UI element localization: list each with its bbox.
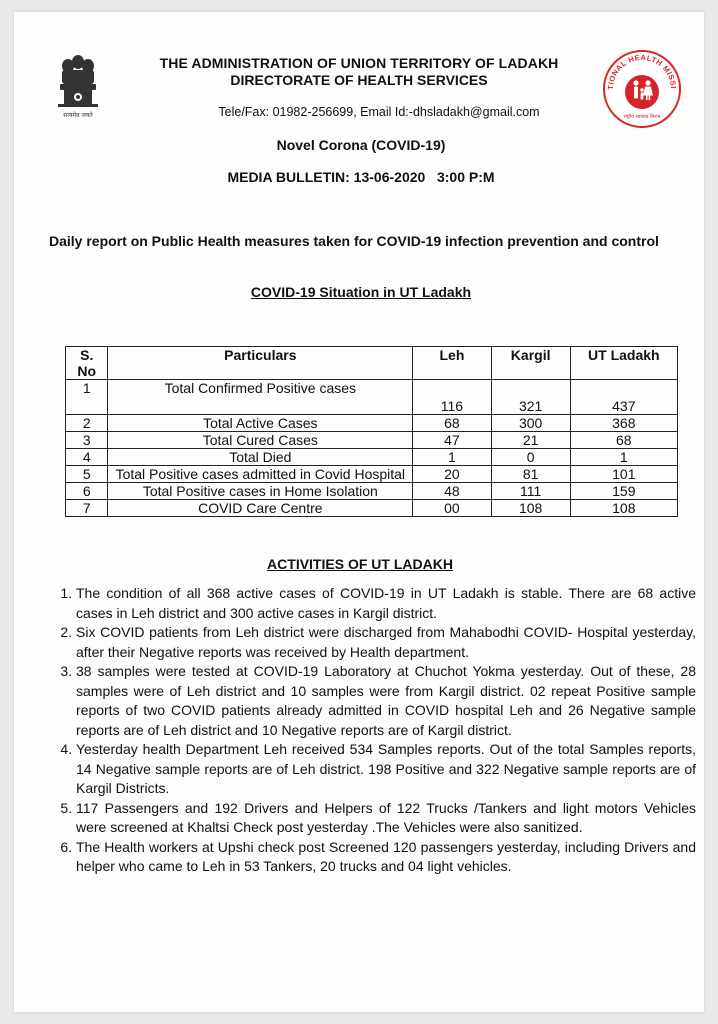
table-row xyxy=(66,466,678,483)
table-row xyxy=(66,483,678,500)
table-cell-leh: 116 xyxy=(413,380,491,415)
column-header-particulars: Particulars xyxy=(108,347,413,380)
emblem-motto: सत्यमेव जयते xyxy=(63,112,93,119)
table-row xyxy=(66,415,678,432)
table-cell-kargil: 108 xyxy=(491,500,570,517)
table-cell-particulars: Total Died xyxy=(108,449,413,466)
table-row xyxy=(66,432,678,449)
table-cell-kargil: 300 xyxy=(491,415,570,432)
table-cell-sno: 5 xyxy=(66,466,108,483)
activities-heading: ACTIVITIES OF UT LADAKH xyxy=(267,556,453,572)
table-cell-particulars: Total Positive cases admitted in Covid Hospital xyxy=(108,466,413,483)
table-cell-particulars: COVID Care Centre xyxy=(108,500,413,517)
org-title-line1: THE ADMINISTRATION OF UNION TERRITORY OF LADAKH xyxy=(159,55,559,71)
table-cell-leh: 47 xyxy=(413,432,491,449)
nhm-logo-subtext: राष्ट्रीय स्वास्थ्य मिशन xyxy=(623,114,661,120)
table-row xyxy=(66,449,678,466)
activities-list xyxy=(54,584,696,877)
list-item: 2. Six COVID patients from Leh district were discharged from Mahabodhi COVID- Hospital yesterday, after their Negative reports was received by Health department. xyxy=(76,623,696,662)
table-cell-sno: 1 xyxy=(66,380,108,415)
list-item: 4. Yesterday health Department Leh received 534 Samples reports. Out of the total Samples reports, 14 Negative sample reports are of Leh district. 198 Positive and 322 Negative sample reports are of Kargil Districts. xyxy=(76,740,696,799)
table-cell-sno: 4 xyxy=(66,449,108,466)
table-cell-leh: 68 xyxy=(413,415,491,432)
table-cell-leh: 20 xyxy=(413,466,491,483)
table-cell-sno: 6 xyxy=(66,483,108,500)
table-cell-particulars: Total Confirmed Positive cases xyxy=(108,380,413,415)
table-cell-ut-ladakh: 68 xyxy=(570,432,677,449)
situation-heading: COVID-19 Situation in UT Ladakh xyxy=(250,284,472,300)
column-header-ut-ladakh: UT Ladakh xyxy=(570,347,677,380)
table-row xyxy=(66,500,678,517)
situation-table xyxy=(65,346,678,517)
table-cell-ut-ladakh: 437 xyxy=(570,380,677,415)
table-cell-ut-ladakh: 101 xyxy=(570,466,677,483)
table-cell-kargil: 321 xyxy=(491,380,570,415)
list-item: 5. 117 Passengers and 192 Drivers and Helpers of 122 Trucks /Tankers and light motors Vehicles were screened at Khaltsi Check post yesterday .The Vehicles were also sanitized. xyxy=(76,799,696,838)
column-header-kargil: Kargil xyxy=(491,347,570,380)
contact-info: Tele/Fax: 01982-256699, Email Id:-dhsladakh@gmail.com xyxy=(218,105,540,119)
table-cell-sno: 3 xyxy=(66,432,108,449)
org-title-line2: DIRECTORATE OF HEALTH SERVICES xyxy=(230,72,488,88)
column-header-sno: S. No xyxy=(66,347,108,380)
table-cell-kargil: 21 xyxy=(491,432,570,449)
bulletin-date: MEDIA BULLETIN: 13-06-2020 3:00 P:M xyxy=(227,169,495,185)
list-item: 6. The Health workers at Upshi check post Screened 120 passengers yesterday, including Drivers and helper who came to Leh in 53 Tankers, 20 trucks and 04 light vehicles. xyxy=(76,838,696,877)
column-header-leh: Leh xyxy=(413,347,491,380)
table-header-row xyxy=(66,347,678,380)
table-cell-leh: 00 xyxy=(413,500,491,517)
table-cell-particulars: Total Cured Cases xyxy=(108,432,413,449)
list-item: 1. The condition of all 368 active cases of COVID-19 in UT Ladakh is stable. There are 68 active cases in Leh district and 300 active cases in Kargil district. xyxy=(76,584,696,623)
table-cell-kargil: 81 xyxy=(491,466,570,483)
table-cell-particulars: Total Active Cases xyxy=(108,415,413,432)
table-cell-sno: 7 xyxy=(66,500,108,517)
table-row xyxy=(66,380,678,415)
table-cell-kargil: 0 xyxy=(491,449,570,466)
report-heading: Daily report on Public Health measures taken for COVID-19 infection prevention and control xyxy=(49,233,659,249)
list-item: 3. 38 samples were tested at COVID-19 Laboratory at Chuchot Yokma yesterday. Out of these, 28 samples were of Leh district and 10 samples were from Kargil district. 02 repeat Positive sample reports of two COVID patients already admitted in COVID hospital Leh and 26 Negative sample reports are of Leh district and 10 Negative reports are of Kargil district. xyxy=(76,662,696,740)
table-cell-ut-ladakh: 368 xyxy=(570,415,677,432)
table-cell-sno: 2 xyxy=(66,415,108,432)
table-cell-ut-ladakh: 159 xyxy=(570,483,677,500)
table-cell-leh: 48 xyxy=(413,483,491,500)
table-cell-leh: 1 xyxy=(413,449,491,466)
table-cell-kargil: 111 xyxy=(491,483,570,500)
nhm-logo-text: TIONAL HEALTH MISSI xyxy=(605,52,679,91)
table-cell-particulars: Total Positive cases in Home Isolation xyxy=(108,483,413,500)
table-cell-ut-ladakh: 1 xyxy=(570,449,677,466)
document-title: Novel Corona (COVID-19) xyxy=(276,137,446,153)
table-cell-ut-ladakh: 108 xyxy=(570,500,677,517)
